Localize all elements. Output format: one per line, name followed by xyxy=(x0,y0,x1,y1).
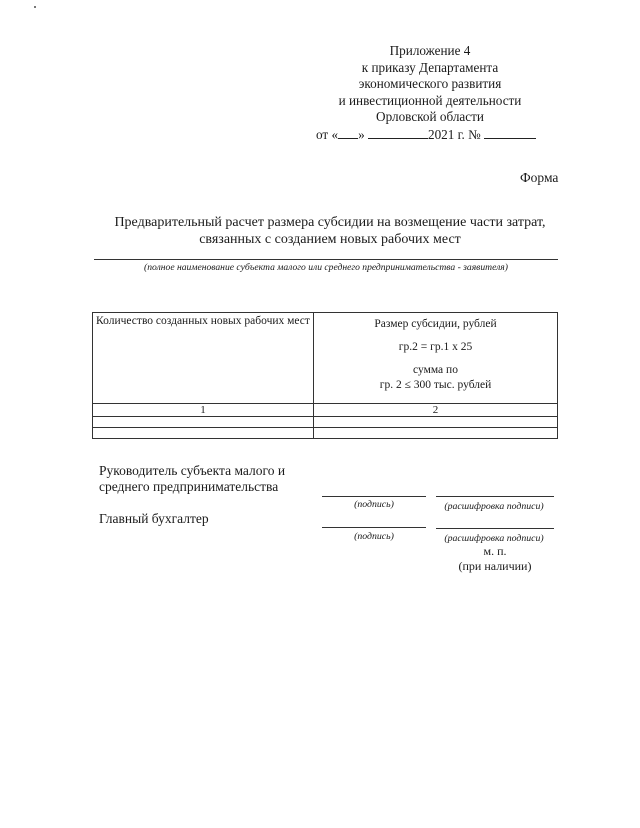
table-row xyxy=(93,417,558,428)
column-number-row xyxy=(93,404,558,417)
head-signature-hint: (подпись) xyxy=(354,499,394,510)
date-prefix: от « xyxy=(316,127,339,142)
month-blank xyxy=(368,127,428,139)
jobs-count-cell[interactable] xyxy=(93,428,314,439)
head-decode-hint: (расшифровка подписи) xyxy=(444,501,544,512)
seal-note: (при наличии) xyxy=(458,559,532,573)
date-year: 2021 г. № xyxy=(427,127,481,142)
subsidy-note-2: гр. 2 ≤ 300 тыс. рублей xyxy=(379,379,492,391)
table-row xyxy=(93,428,558,439)
head-signatory-line-2: среднего предпринимательства xyxy=(99,479,279,494)
chief-accountant-label: Главный бухгалтер xyxy=(99,511,209,526)
seal-place xyxy=(440,544,550,574)
order-reference: к приказу Департамента xyxy=(361,59,499,75)
applicant-name-hint: (полное наименование субъекта малого или среднего предпринимательства - заявителя) xyxy=(144,262,508,273)
accountant-signature-hint: (подпись) xyxy=(354,531,394,542)
title-line-1: Предварительный расчет размера субсидии на возмещение части затрат, xyxy=(114,215,546,230)
date-mid: » xyxy=(358,127,365,142)
head-signatory-label xyxy=(99,463,285,495)
department-name-2: и инвестиционной деятельности xyxy=(338,92,522,108)
subsidy-header-title: Размер субсидии, рублей xyxy=(374,318,497,330)
subsidy-note-1: сумма по xyxy=(413,364,458,376)
column-number-2: 2 xyxy=(314,404,558,417)
appendix-title: Приложение 4 xyxy=(389,43,471,58)
department-name-1: экономического развития xyxy=(358,76,502,91)
table-header-row xyxy=(93,313,558,404)
head-signatory-line-1: Руководитель субъекта малого и xyxy=(99,463,286,478)
day-blank xyxy=(338,127,358,139)
head-decode-line[interactable] xyxy=(436,496,554,497)
accountant-decode-line[interactable] xyxy=(436,528,554,529)
applicant-name-line xyxy=(94,259,558,260)
document-title xyxy=(90,214,570,248)
appendix-header xyxy=(300,43,560,126)
subsidy-amount-cell[interactable] xyxy=(314,417,558,428)
jobs-count-cell[interactable] xyxy=(93,417,314,428)
number-blank xyxy=(484,127,536,139)
subsidy-amount-cell[interactable] xyxy=(314,428,558,439)
accountant-decode-hint: (расшифровка подписи) xyxy=(444,533,544,544)
subsidy-formula: гр.2 = гр.1 х 25 xyxy=(398,341,473,353)
subsidy-calculation-table xyxy=(92,312,558,439)
subsidy-amount-header xyxy=(314,313,558,404)
region-name: Орловской области xyxy=(376,109,484,124)
title-line-2: связанных с созданием новых рабочих мест xyxy=(199,232,461,247)
accountant-signature-line[interactable] xyxy=(322,527,426,528)
scan-artifact xyxy=(34,6,36,8)
form-label: Форма xyxy=(520,170,559,185)
order-date-line xyxy=(300,127,576,144)
column-number-1: 1 xyxy=(93,404,314,417)
head-signature-line[interactable] xyxy=(322,496,426,497)
jobs-count-header: Количество созданных новых рабочих мест xyxy=(93,313,314,404)
seal-label: м. п. xyxy=(483,544,507,558)
